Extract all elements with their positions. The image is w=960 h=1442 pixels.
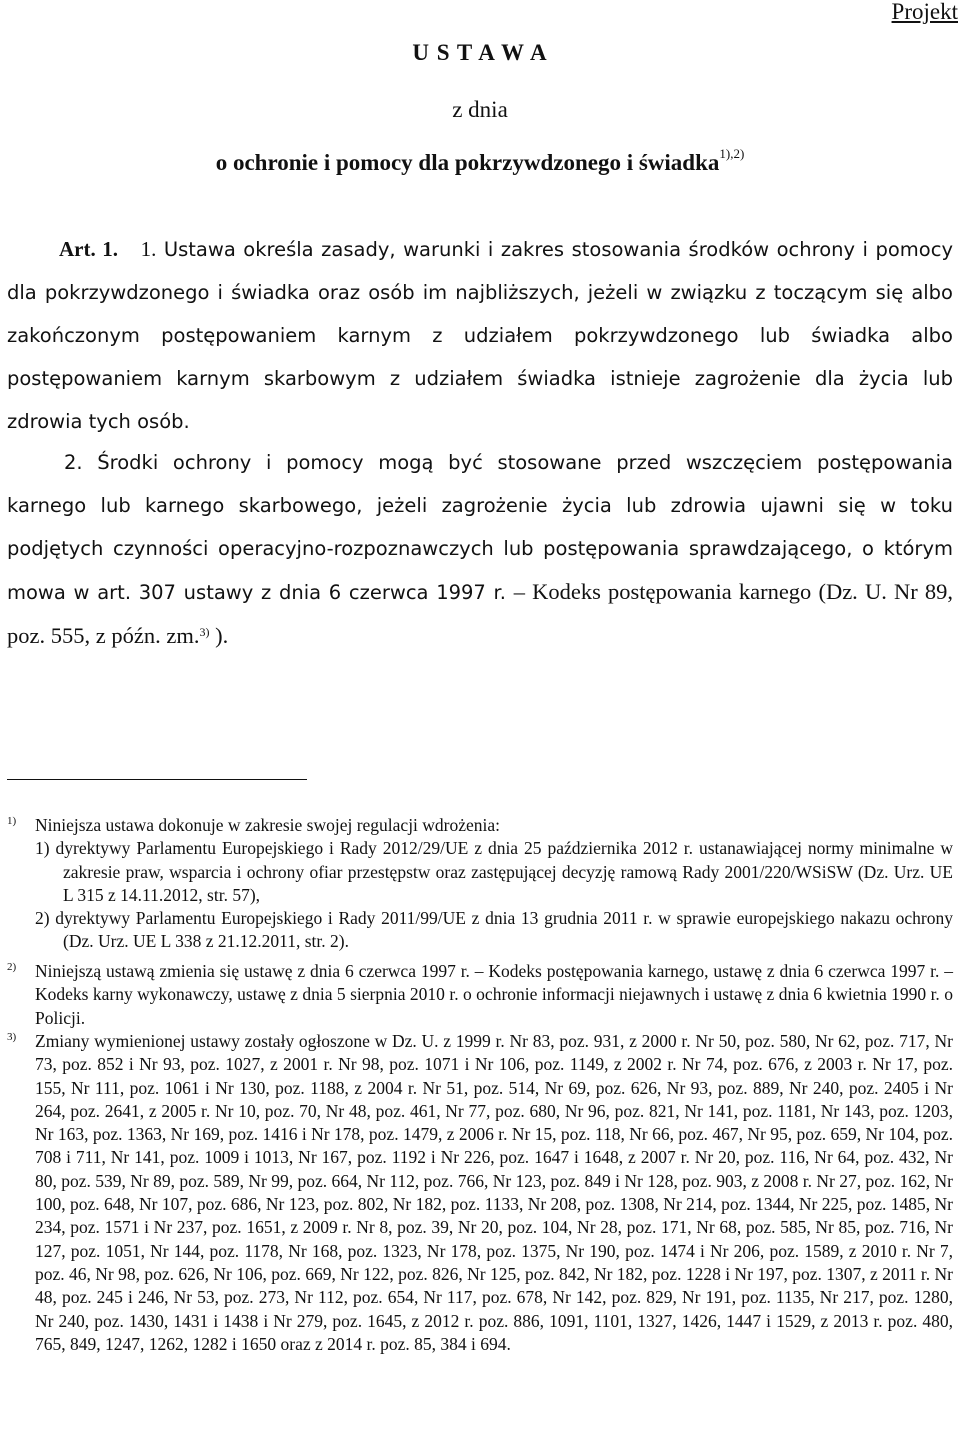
footnote-2-mark: 2): [7, 961, 17, 973]
footnote-3: [7, 1030, 953, 1356]
act-title: U S T A W A: [412, 40, 548, 65]
article-1-paragraph-2: [7, 441, 953, 658]
footnote-3-text: Zmiany wymienionej ustawy zostały ogłoszone w Dz. U. z 1999 r. Nr 83, poz. 931, z 2000 r. Nr 50, poz. 580, Nr 62, poz. 717, Nr 73, poz. 852 i Nr 93, poz. 1027, z 2001 r. Nr 98, poz. 1071 i Nr 106, poz. 1149, z 2002 r. Nr 74, poz. 676, z 2003 r. Nr 17, poz. 155, Nr 111, poz. 1061 i Nr 130, poz. 1188, z 2004 r. Nr 51, poz. 514, Nr 69, poz. 626, Nr 93, poz. 889, Nr 240, poz. 2405 i Nr 264, poz. 2641, z 2005 r. Nr 10, poz. 70, Nr 48, poz. 461, Nr 77, poz. 680, Nr 96, poz. 821, Nr 141, poz. 1181, Nr 143, poz. 1203, Nr 163, poz. 1363, Nr 169, poz. 1416 i Nr 178, poz. 1479, z 2006 r. Nr 15, poz. 118, Nr 66, poz. 467, Nr 95, poz. 659, Nr 104, poz. 708 i 711, Nr 141, poz. 1009 i 1013, Nr 167, poz. 1192 i Nr 226, poz. 1647 i 1648, z 2007 r. Nr 20, poz. 116, Nr 64, poz. 432, Nr 80, poz. 539, Nr 89, poz. 589, Nr 99, poz. 664, Nr 112, poz. 766, Nr 123, poz. 849 i Nr 128, poz. 903, z 2008 r. Nr 27, poz. 162, Nr 100, poz. 648, Nr 107, poz. 686, Nr 123, poz. 802, Nr 182, poz. 1133, Nr 208, poz. 1308, Nr 214, poz. 1344, Nr 225, poz. 1485, Nr 234, poz. 1571 i Nr 237, poz. 1651, z 2009 r. Nr 8, poz. 39, Nr 20, poz. 104, Nr 28, poz. 171, Nr 68, poz. 585, Nr 85, poz. 716, Nr 127, poz. 1051, Nr 144, poz. 1178, Nr 168, poz. 1323, Nr 178, poz. 1375, Nr 190, poz. 1474 i Nr 206, poz. 1589, z 2010 r. Nr 7, poz. 46, Nr 98, poz. 626, Nr 106, poz. 669, Nr 122, poz. 826, Nr 125, poz. 842, Nr 182, poz. 1228 i Nr 197, poz. 1307, z 2011 r. Nr 48, poz. 245 i 246, Nr 53, poz. 273, Nr 112, poz. 654, Nr 117, poz. 678, Nr 142, poz. 829, Nr 191, poz. 1135, Nr 217, poz. 1280, Nr 240, poz. 1430, 1431 i 1438 i Nr 279, poz. 1645, z 2012 r. poz. 886, 1091, 1101, 1327, 1426, 1447 i 1529, z 2013 r. poz. 480, 765, 849, 1247, 1262, 1282 i 1650 oraz z 2014 r. poz. 85, 384 i 694.: [35, 1031, 953, 1354]
footnote-1-mark: 1): [7, 815, 17, 827]
paragraph-2-text: 2. Środki ochrony i pomocy mogą być stosowane przed wszczęciem postępowania karnego lub karnego skarbowego, jeżeli zagrożenie życia lub zdrowia ujawni się w toku podjętych czynności operacyjno-rozpoznawczych lub postępowania sprawdzającego, o którym mowa w art. 307 ustawy z dnia 6 czerwca 1997 r.: [7, 451, 953, 604]
paragraph-2-footnote-ref: 3): [199, 625, 210, 639]
footnote-1-item-1: 1) dyrektywy Parlamentu Europejskiego i Rady 2012/29/UE z dnia 25 października 2012 r. ustanawiającej normy minimalne w zakresie praw, wsparcia i ochrony ofiar przestępstw oraz zastępującej decyzję ramową Rady 2001/220/WSiSW (Dz. Urz. UE L 315 z 14.11.2012, str. 57),: [35, 838, 953, 905]
footnote-1-body: [35, 814, 953, 954]
paragraph-2-end: ).: [209, 623, 229, 648]
paragraph-1-number: 1.: [140, 237, 157, 261]
act-subject-text: o ochronie i pomocy dla pokrzywdzonego i świadka: [215, 150, 720, 175]
act-date: z dnia: [452, 97, 508, 122]
act-subject-footnote-ref: 1),2): [719, 146, 745, 161]
paragraph-1-text: Ustawa określa zasady, warunki i zakres stosowania środków ochrony i pomocy dla pokrzywdzonego i świadka oraz osób im najbliższych, jeżeli w związku z toczącym się albo zakończonym postępowaniem karnym z udziałem pokrzywdzonego lub świadka albo postępowaniem karnym skarbowym z udziałem świadka istnieje zagrożenie dla życia lub zdrowia tych osób.: [7, 238, 953, 433]
footnote-1-intro: Niniejsza ustawa dokonuje w zakresie swojej regulacji wdrożenia:: [35, 815, 501, 835]
footnote-3-mark: 3): [7, 1031, 17, 1043]
footnote-2-text: Niniejszą ustawą zmienia się ustawę z dnia 6 czerwca 1997 r. – Kodeks postępowania karnego, ustawę z dnia 6 czerwca 1997 r. – Kodeks karny wykonawczy, ustawę z dnia 5 sierpnia 2010 r. o ochronie informacji niejawnych i ustawę z dnia 6 kwietnia 1990 r. o Policji.: [35, 961, 953, 1028]
footnote-2: [7, 960, 953, 1030]
act-subject: [0, 146, 960, 176]
projekt-label: Projekt: [891, 0, 958, 24]
footnote-1-item-2: 2) dyrektywy Parlamentu Europejskiego i Rady 2011/99/UE z dnia 13 grudnia 2011 r. w sprawie europejskiego nakazu ochrony (Dz. Urz. UE L 338 z 21.12.2011, str. 2).: [35, 908, 953, 952]
paragraph-2-citation-text: – Kodeks postępowania karnego (Dz. U. Nr 89, poz. 555, z późn. zm.: [7, 579, 953, 648]
article-1-paragraph-1: [7, 228, 953, 443]
footnote-divider: [7, 779, 307, 780]
article-label: Art. 1.: [59, 237, 119, 261]
footnote-1: [7, 814, 953, 954]
